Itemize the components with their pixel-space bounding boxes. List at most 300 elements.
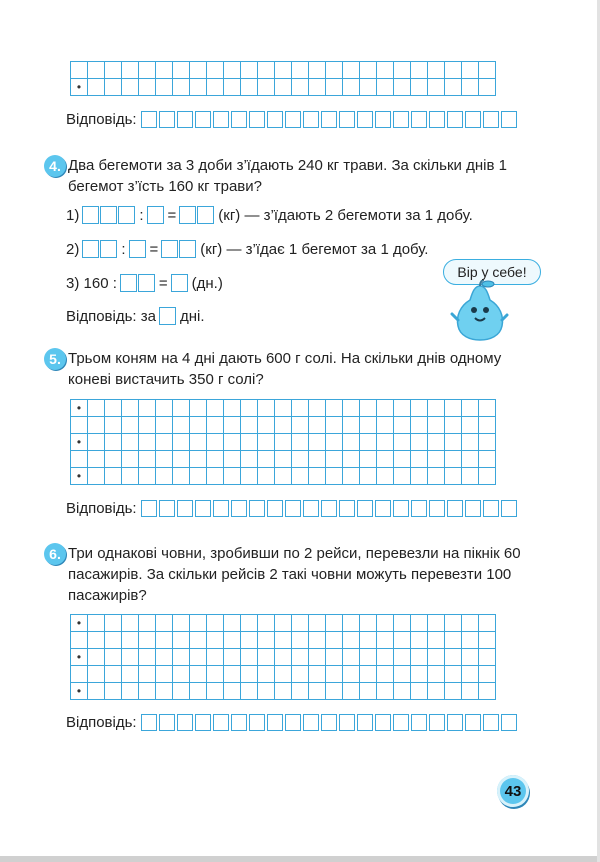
grid-cell[interactable] xyxy=(122,400,139,417)
grid-cell[interactable] xyxy=(377,666,394,683)
grid-cell[interactable] xyxy=(190,615,207,632)
grid-cell[interactable] xyxy=(360,400,377,417)
grid-cell[interactable] xyxy=(377,683,394,700)
grid-cell[interactable] xyxy=(377,649,394,666)
grid-cell[interactable] xyxy=(360,683,377,700)
grid-cell[interactable] xyxy=(275,649,292,666)
input-box[interactable] xyxy=(339,714,355,731)
grid-cell[interactable] xyxy=(343,649,360,666)
input-box[interactable] xyxy=(411,714,427,731)
grid-cell[interactable] xyxy=(309,62,326,79)
grid-cell[interactable] xyxy=(462,468,479,485)
grid-cell[interactable] xyxy=(207,62,224,79)
input-box[interactable] xyxy=(393,111,409,128)
grid-task-6[interactable] xyxy=(70,614,496,700)
grid-cell[interactable] xyxy=(309,615,326,632)
grid-cell[interactable] xyxy=(343,615,360,632)
grid-cell[interactable] xyxy=(394,666,411,683)
grid-cell[interactable] xyxy=(292,417,309,434)
grid-cell[interactable] xyxy=(241,683,258,700)
grid-cell[interactable] xyxy=(428,434,445,451)
input-boxes[interactable] xyxy=(171,274,189,292)
grid-cell[interactable] xyxy=(411,632,428,649)
grid-cell[interactable] xyxy=(428,649,445,666)
grid-cell[interactable] xyxy=(326,666,343,683)
grid-cell[interactable] xyxy=(462,666,479,683)
grid-cell[interactable] xyxy=(326,434,343,451)
input-box[interactable] xyxy=(303,500,319,517)
input-box[interactable] xyxy=(195,714,211,731)
grid-cell[interactable] xyxy=(445,632,462,649)
grid-cell[interactable] xyxy=(241,666,258,683)
grid-cell[interactable] xyxy=(122,683,139,700)
grid-cell[interactable] xyxy=(241,649,258,666)
grid-cell[interactable] xyxy=(258,417,275,434)
grid-cell[interactable] xyxy=(224,666,241,683)
grid-cell[interactable] xyxy=(190,62,207,79)
grid-cell[interactable] xyxy=(258,451,275,468)
grid-cell[interactable] xyxy=(139,632,156,649)
grid-cell[interactable] xyxy=(207,632,224,649)
grid-cell[interactable] xyxy=(326,632,343,649)
input-box[interactable] xyxy=(447,500,463,517)
grid-cell[interactable] xyxy=(224,400,241,417)
input-box[interactable] xyxy=(357,500,373,517)
input-boxes[interactable] xyxy=(82,240,118,258)
grid-cell[interactable] xyxy=(394,417,411,434)
grid-cell[interactable] xyxy=(275,632,292,649)
input-box[interactable] xyxy=(177,500,193,517)
grid-cell[interactable] xyxy=(173,62,190,79)
grid-cell[interactable] xyxy=(343,666,360,683)
input-boxes[interactable] xyxy=(161,240,197,258)
grid-cell[interactable] xyxy=(292,62,309,79)
grid-cell[interactable] xyxy=(88,62,105,79)
grid-cell[interactable] xyxy=(207,468,224,485)
grid-cell[interactable] xyxy=(156,683,173,700)
grid-cell[interactable] xyxy=(411,683,428,700)
grid-cell[interactable] xyxy=(156,451,173,468)
grid-cell[interactable] xyxy=(343,79,360,96)
input-box[interactable] xyxy=(231,111,247,128)
input-box[interactable] xyxy=(375,500,391,517)
grid-cell[interactable] xyxy=(479,434,496,451)
grid-cell[interactable] xyxy=(360,62,377,79)
grid-cell[interactable] xyxy=(105,62,122,79)
input-box[interactable] xyxy=(141,111,157,128)
grid-cell[interactable] xyxy=(326,468,343,485)
grid-cell[interactable] xyxy=(326,451,343,468)
grid-cell[interactable] xyxy=(88,666,105,683)
grid-cell[interactable] xyxy=(360,615,377,632)
grid-cell[interactable] xyxy=(462,417,479,434)
input-box[interactable] xyxy=(501,714,517,731)
grid-cell[interactable] xyxy=(88,683,105,700)
input-box[interactable] xyxy=(429,714,445,731)
grid-cell[interactable] xyxy=(190,683,207,700)
grid-cell[interactable] xyxy=(479,683,496,700)
input-box[interactable] xyxy=(465,714,481,731)
grid-cell[interactable] xyxy=(292,666,309,683)
grid-cell[interactable] xyxy=(292,649,309,666)
grid-cell[interactable] xyxy=(207,417,224,434)
input-box[interactable] xyxy=(285,111,301,128)
grid-cell[interactable] xyxy=(479,79,496,96)
input-box[interactable] xyxy=(159,307,176,325)
grid-cell[interactable] xyxy=(156,434,173,451)
answer-boxes[interactable] xyxy=(141,111,519,128)
grid-cell[interactable] xyxy=(258,649,275,666)
grid-cell[interactable] xyxy=(445,417,462,434)
input-box[interactable] xyxy=(177,714,193,731)
grid-cell[interactable] xyxy=(309,683,326,700)
grid-cell[interactable] xyxy=(411,417,428,434)
grid-cell[interactable] xyxy=(190,468,207,485)
grid-cell[interactable] xyxy=(326,615,343,632)
input-box[interactable] xyxy=(147,206,164,224)
grid-cell[interactable] xyxy=(207,649,224,666)
grid-cell[interactable] xyxy=(122,62,139,79)
grid-cell[interactable] xyxy=(258,79,275,96)
input-box[interactable] xyxy=(393,500,409,517)
grid-cell[interactable] xyxy=(139,451,156,468)
input-box[interactable] xyxy=(213,111,229,128)
grid-cell[interactable] xyxy=(445,79,462,96)
grid-cell[interactable] xyxy=(394,434,411,451)
grid-cell[interactable]: • xyxy=(71,468,88,485)
input-box[interactable] xyxy=(339,500,355,517)
grid-cell[interactable] xyxy=(258,666,275,683)
grid-cell[interactable] xyxy=(88,615,105,632)
grid-cell[interactable] xyxy=(411,468,428,485)
grid-cell[interactable] xyxy=(173,451,190,468)
grid-task-5[interactable] xyxy=(70,399,496,485)
grid-cell[interactable] xyxy=(326,649,343,666)
grid-cell[interactable] xyxy=(156,615,173,632)
grid-cell[interactable] xyxy=(122,632,139,649)
grid-cell[interactable] xyxy=(241,417,258,434)
grid-cell[interactable] xyxy=(71,451,88,468)
input-box[interactable] xyxy=(120,274,137,292)
grid-cell[interactable] xyxy=(71,417,88,434)
input-box[interactable] xyxy=(267,714,283,731)
grid-cell[interactable] xyxy=(275,79,292,96)
grid-cell[interactable] xyxy=(411,79,428,96)
grid-cell[interactable] xyxy=(139,666,156,683)
grid-cell[interactable] xyxy=(377,62,394,79)
grid-cell[interactable] xyxy=(275,468,292,485)
input-box[interactable] xyxy=(100,240,117,258)
grid-cell[interactable] xyxy=(139,683,156,700)
grid-cell[interactable] xyxy=(411,666,428,683)
input-box[interactable] xyxy=(179,240,196,258)
grid-cell[interactable] xyxy=(258,434,275,451)
grid-cell[interactable] xyxy=(173,649,190,666)
grid-cell[interactable] xyxy=(411,615,428,632)
grid-cell[interactable] xyxy=(428,400,445,417)
grid-cell[interactable] xyxy=(394,649,411,666)
input-box[interactable] xyxy=(321,500,337,517)
grid-cell[interactable] xyxy=(309,666,326,683)
grid-cell[interactable] xyxy=(445,649,462,666)
grid-cell[interactable] xyxy=(479,62,496,79)
grid-cell[interactable] xyxy=(71,62,88,79)
input-box[interactable] xyxy=(141,714,157,731)
grid-cell[interactable] xyxy=(156,666,173,683)
grid-cell[interactable] xyxy=(377,615,394,632)
grid-cell[interactable] xyxy=(445,62,462,79)
grid-cell[interactable] xyxy=(105,615,122,632)
grid-cell[interactable] xyxy=(156,468,173,485)
grid-cell[interactable] xyxy=(445,451,462,468)
grid-cell[interactable] xyxy=(258,615,275,632)
grid-cell[interactable] xyxy=(207,615,224,632)
grid-cell[interactable] xyxy=(360,468,377,485)
grid-cell[interactable] xyxy=(394,62,411,79)
grid-cell[interactable] xyxy=(207,434,224,451)
grid-cell[interactable] xyxy=(479,649,496,666)
input-box[interactable] xyxy=(357,714,373,731)
grid-cell[interactable] xyxy=(462,400,479,417)
grid-cell[interactable] xyxy=(241,468,258,485)
grid-cell[interactable] xyxy=(479,615,496,632)
grid-cell[interactable] xyxy=(411,649,428,666)
input-box[interactable] xyxy=(141,500,157,517)
input-box[interactable] xyxy=(249,500,265,517)
input-box[interactable] xyxy=(249,714,265,731)
input-box[interactable] xyxy=(195,111,211,128)
grid-cell[interactable] xyxy=(173,615,190,632)
grid-cell[interactable] xyxy=(241,451,258,468)
grid-cell[interactable] xyxy=(156,62,173,79)
grid-cell[interactable] xyxy=(224,417,241,434)
grid-cell[interactable] xyxy=(309,79,326,96)
input-box[interactable] xyxy=(197,206,214,224)
grid-cell[interactable] xyxy=(462,649,479,666)
grid-top[interactable] xyxy=(70,61,496,96)
input-box[interactable] xyxy=(213,714,229,731)
grid-cell[interactable] xyxy=(462,434,479,451)
grid-cell[interactable] xyxy=(428,451,445,468)
grid-cell[interactable] xyxy=(190,632,207,649)
grid-cell[interactable] xyxy=(428,632,445,649)
grid-cell[interactable] xyxy=(88,79,105,96)
grid-cell[interactable] xyxy=(445,683,462,700)
grid-cell[interactable] xyxy=(156,417,173,434)
input-box[interactable] xyxy=(159,500,175,517)
grid-cell[interactable] xyxy=(224,62,241,79)
grid-cell[interactable] xyxy=(139,79,156,96)
grid-cell[interactable] xyxy=(326,417,343,434)
grid-cell[interactable] xyxy=(479,451,496,468)
grid-cell[interactable] xyxy=(479,632,496,649)
grid-cell[interactable] xyxy=(292,400,309,417)
input-box[interactable] xyxy=(465,111,481,128)
input-boxes[interactable] xyxy=(159,307,177,325)
grid-cell[interactable] xyxy=(105,666,122,683)
input-box[interactable] xyxy=(501,111,517,128)
grid-cell[interactable] xyxy=(394,468,411,485)
grid-cell[interactable] xyxy=(309,434,326,451)
grid-cell[interactable] xyxy=(377,468,394,485)
grid-cell[interactable] xyxy=(139,434,156,451)
grid-cell[interactable] xyxy=(479,666,496,683)
grid-cell[interactable] xyxy=(275,400,292,417)
grid-cell[interactable] xyxy=(326,79,343,96)
grid-cell[interactable] xyxy=(224,649,241,666)
grid-cell[interactable] xyxy=(292,468,309,485)
grid-cell[interactable] xyxy=(462,79,479,96)
input-box[interactable] xyxy=(321,714,337,731)
grid-cell[interactable]: • xyxy=(71,649,88,666)
grid-cell[interactable] xyxy=(428,615,445,632)
input-box[interactable] xyxy=(429,111,445,128)
input-box[interactable] xyxy=(447,714,463,731)
input-boxes[interactable] xyxy=(179,206,215,224)
grid-cell[interactable] xyxy=(173,683,190,700)
grid-cell[interactable] xyxy=(479,468,496,485)
grid-cell[interactable] xyxy=(190,649,207,666)
grid-cell[interactable] xyxy=(190,434,207,451)
grid-cell[interactable] xyxy=(122,666,139,683)
input-box[interactable] xyxy=(447,111,463,128)
grid-cell[interactable] xyxy=(394,451,411,468)
grid-cell[interactable] xyxy=(105,649,122,666)
grid-cell[interactable] xyxy=(428,417,445,434)
grid-cell[interactable] xyxy=(394,683,411,700)
grid-cell[interactable] xyxy=(105,417,122,434)
grid-cell[interactable] xyxy=(462,451,479,468)
grid-cell[interactable] xyxy=(309,400,326,417)
grid-cell[interactable] xyxy=(122,468,139,485)
input-box[interactable] xyxy=(339,111,355,128)
grid-cell[interactable] xyxy=(224,451,241,468)
grid-cell[interactable] xyxy=(394,632,411,649)
input-box[interactable] xyxy=(82,206,99,224)
grid-cell[interactable] xyxy=(156,400,173,417)
grid-cell[interactable] xyxy=(462,62,479,79)
grid-cell[interactable] xyxy=(445,468,462,485)
grid-cell[interactable] xyxy=(105,683,122,700)
grid-cell[interactable] xyxy=(88,434,105,451)
grid-cell[interactable] xyxy=(207,400,224,417)
grid-cell[interactable] xyxy=(343,434,360,451)
input-box[interactable] xyxy=(429,500,445,517)
grid-cell[interactable] xyxy=(411,400,428,417)
grid-cell[interactable] xyxy=(88,468,105,485)
grid-cell[interactable] xyxy=(156,632,173,649)
grid-cell[interactable] xyxy=(105,632,122,649)
grid-cell[interactable] xyxy=(173,632,190,649)
grid-cell[interactable] xyxy=(122,434,139,451)
input-box[interactable] xyxy=(161,240,178,258)
grid-cell[interactable] xyxy=(88,649,105,666)
grid-cell[interactable] xyxy=(190,79,207,96)
grid-cell[interactable] xyxy=(275,417,292,434)
input-boxes[interactable] xyxy=(120,274,156,292)
grid-cell[interactable] xyxy=(360,434,377,451)
input-box[interactable] xyxy=(213,500,229,517)
grid-cell[interactable] xyxy=(343,400,360,417)
grid-cell[interactable] xyxy=(258,400,275,417)
grid-cell[interactable] xyxy=(88,417,105,434)
input-box[interactable] xyxy=(465,500,481,517)
input-box[interactable] xyxy=(179,206,196,224)
grid-cell[interactable] xyxy=(122,417,139,434)
input-box[interactable] xyxy=(285,500,301,517)
grid-cell[interactable] xyxy=(309,417,326,434)
grid-cell[interactable] xyxy=(445,615,462,632)
grid-cell[interactable] xyxy=(173,417,190,434)
grid-cell[interactable] xyxy=(224,683,241,700)
grid-cell[interactable] xyxy=(139,417,156,434)
grid-cell[interactable] xyxy=(275,683,292,700)
input-box[interactable] xyxy=(483,111,499,128)
input-box[interactable] xyxy=(249,111,265,128)
input-box[interactable] xyxy=(375,111,391,128)
grid-cell[interactable] xyxy=(173,468,190,485)
grid-cell[interactable] xyxy=(275,666,292,683)
grid-cell[interactable] xyxy=(224,434,241,451)
grid-cell[interactable] xyxy=(292,615,309,632)
grid-cell[interactable] xyxy=(462,683,479,700)
grid-cell[interactable] xyxy=(275,434,292,451)
input-box[interactable] xyxy=(357,111,373,128)
input-box[interactable] xyxy=(82,240,99,258)
grid-cell[interactable] xyxy=(139,615,156,632)
grid-cell[interactable] xyxy=(292,451,309,468)
grid-cell[interactable]: • xyxy=(71,400,88,417)
grid-cell[interactable]: • xyxy=(71,683,88,700)
input-boxes[interactable] xyxy=(82,206,136,224)
input-box[interactable] xyxy=(483,500,499,517)
grid-cell[interactable] xyxy=(275,615,292,632)
input-box[interactable] xyxy=(411,500,427,517)
grid-cell[interactable] xyxy=(224,615,241,632)
grid-cell[interactable] xyxy=(377,434,394,451)
input-box[interactable] xyxy=(501,500,517,517)
grid-cell[interactable] xyxy=(343,632,360,649)
input-boxes[interactable] xyxy=(147,206,165,224)
input-box[interactable] xyxy=(231,500,247,517)
grid-cell[interactable] xyxy=(241,79,258,96)
grid-cell[interactable] xyxy=(292,434,309,451)
grid-cell[interactable] xyxy=(105,400,122,417)
input-box[interactable] xyxy=(195,500,211,517)
grid-cell[interactable] xyxy=(394,400,411,417)
input-box[interactable] xyxy=(100,206,117,224)
grid-cell[interactable] xyxy=(122,451,139,468)
grid-cell[interactable] xyxy=(156,79,173,96)
input-box[interactable] xyxy=(177,111,193,128)
grid-cell[interactable] xyxy=(377,417,394,434)
grid-cell[interactable] xyxy=(275,62,292,79)
input-box[interactable] xyxy=(321,111,337,128)
input-box[interactable] xyxy=(231,714,247,731)
grid-cell[interactable] xyxy=(360,632,377,649)
grid-cell[interactable] xyxy=(343,468,360,485)
grid-cell[interactable] xyxy=(445,434,462,451)
grid-cell[interactable] xyxy=(343,417,360,434)
grid-cell[interactable] xyxy=(360,451,377,468)
grid-cell[interactable] xyxy=(207,666,224,683)
grid-cell[interactable] xyxy=(326,400,343,417)
grid-cell[interactable] xyxy=(360,649,377,666)
input-box[interactable] xyxy=(267,111,283,128)
grid-cell[interactable] xyxy=(360,417,377,434)
grid-cell[interactable] xyxy=(173,79,190,96)
grid-cell[interactable] xyxy=(309,468,326,485)
